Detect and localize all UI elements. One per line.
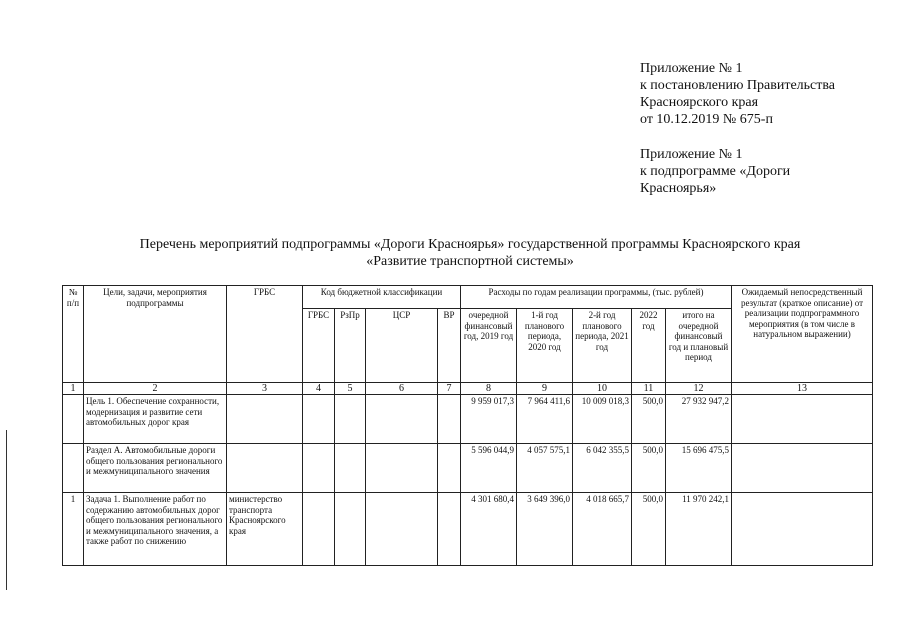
activities-table — [62, 285, 873, 566]
row-value-2019: 9 959 017,3 — [461, 395, 517, 444]
header-expenses: Расходы по годам реализации программы, (тыс. рублей) — [461, 286, 732, 309]
column-number: 9 — [517, 383, 573, 395]
row-no: 1 — [63, 493, 84, 566]
column-number: 8 — [461, 383, 517, 395]
table-row — [63, 395, 873, 444]
row-value-total: 27 932 947,2 — [666, 395, 732, 444]
row-grbs-org — [227, 444, 303, 493]
row-value-total: 15 696 475,5 — [666, 444, 732, 493]
table-row — [63, 493, 873, 566]
header-budget-code: Код бюджетной классификации — [303, 286, 461, 309]
row-value-2021: 6 042 355,5 — [573, 444, 632, 493]
table-row — [63, 444, 873, 493]
document-title — [40, 236, 900, 270]
approval-line: к подпрограмме «Дороги — [640, 164, 791, 179]
approval-block-government — [640, 60, 835, 128]
subheader-rzpr: РзПр — [335, 309, 366, 383]
row-name: Раздел А. Автомобильные дороги общего пользования регионального и межмуниципального значения — [84, 444, 227, 493]
approval-line: Приложение № 1 — [640, 147, 743, 162]
column-number: 7 — [438, 383, 461, 395]
column-number: 11 — [632, 383, 666, 395]
title-line-1: Перечень мероприятий подпрограммы «Дороги Красноярья» государственной программы Красноярского края — [139, 237, 801, 252]
scan-edge-line — [6, 430, 7, 590]
row-no — [63, 444, 84, 493]
row-value-2020: 4 057 575,1 — [517, 444, 573, 493]
subheader-2019: очередной финансовый год, 2019 год — [461, 309, 517, 383]
row-name: Цель 1. Обеспечение сохранности, модернизация и развитие сети автомобильных дорог края — [84, 395, 227, 444]
header-grbs: ГРБС — [227, 286, 303, 383]
column-number-row — [63, 383, 873, 395]
header-no: № п/п — [63, 286, 84, 383]
approval-line: Приложение № 1 — [640, 61, 743, 76]
subheader-total: итого на очередной финансовый год и плановый период — [666, 309, 732, 383]
row-name: Задача 1. Выполнение работ по содержанию автомобильных дорог общего пользования регионального и межмуниципального значения, а также работ по снижению — [84, 493, 227, 566]
header-result: Ожидаемый непосредственный результат (краткое описание) от реализации подпрограммного мероприятия (в том числе в натуральном выражении) — [732, 286, 873, 383]
subheader-vr: ВР — [438, 309, 461, 383]
column-number: 12 — [666, 383, 732, 395]
row-value-2021: 10 009 018,3 — [573, 395, 632, 444]
column-number: 2 — [84, 383, 227, 395]
row-value-2020: 3 649 396,0 — [517, 493, 573, 566]
column-number: 4 — [303, 383, 335, 395]
approval-block-subprogram — [640, 146, 790, 197]
subheader-2021: 2-й год планового периода, 2021 год — [573, 309, 632, 383]
column-number: 5 — [335, 383, 366, 395]
subheader-2020: 1-й год планового периода, 2020 год — [517, 309, 573, 383]
row-value-2022: 500,0 — [632, 444, 666, 493]
column-number: 13 — [732, 383, 873, 395]
header-goals: Цели, задачи, мероприятия подпрограммы — [84, 286, 227, 383]
row-value-2019: 5 596 044,9 — [461, 444, 517, 493]
row-value-2020: 7 964 411,6 — [517, 395, 573, 444]
column-number: 6 — [366, 383, 438, 395]
approval-line: к постановлению Правительства — [640, 78, 836, 93]
subheader-grbs: ГРБС — [303, 309, 335, 383]
column-number: 1 — [63, 383, 84, 395]
row-grbs-org — [227, 395, 303, 444]
row-grbs-org: министерство транспорта Красноярского края — [227, 493, 303, 566]
row-no — [63, 395, 84, 444]
row-value-2021: 4 018 665,7 — [573, 493, 632, 566]
approval-line: от 10.12.2019 № 675-п — [640, 112, 773, 127]
column-number: 3 — [227, 383, 303, 395]
approval-line: Красноярского края — [640, 95, 759, 110]
column-number: 10 — [573, 383, 632, 395]
row-value-total: 11 970 242,1 — [666, 493, 732, 566]
subheader-csr: ЦСР — [366, 309, 438, 383]
subheader-2022: 2022 год — [632, 309, 666, 383]
row-value-2019: 4 301 680,4 — [461, 493, 517, 566]
row-value-2022: 500,0 — [632, 395, 666, 444]
row-value-2022: 500,0 — [632, 493, 666, 566]
title-line-2: «Развитие транспортной системы» — [366, 254, 574, 269]
approval-line: Красноярья» — [640, 181, 717, 196]
